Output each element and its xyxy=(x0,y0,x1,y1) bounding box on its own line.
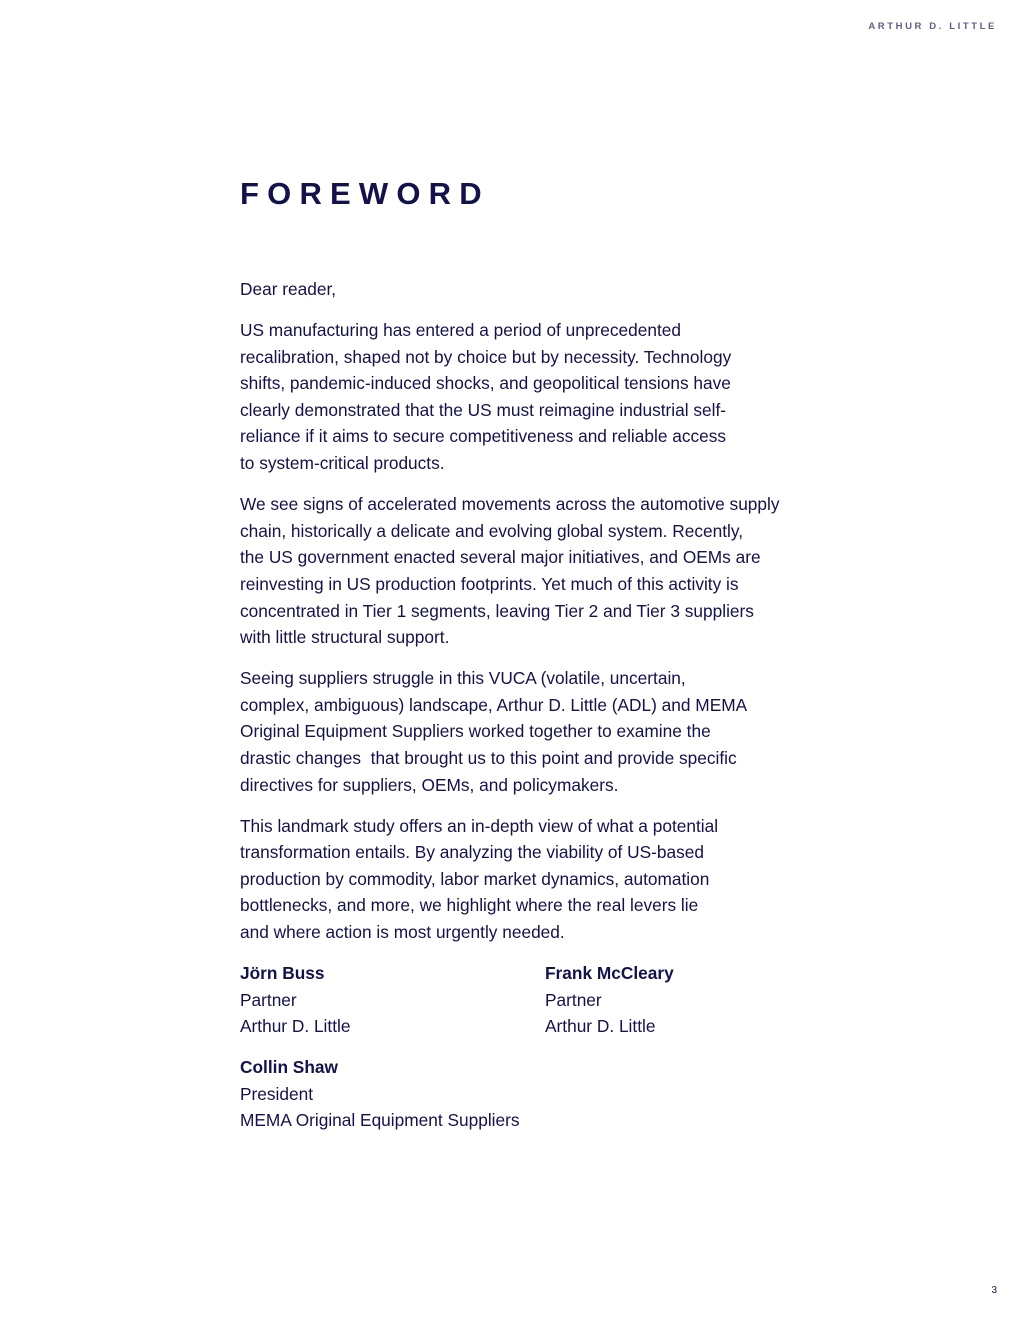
paragraph-line: to system-critical products. xyxy=(240,453,445,474)
signatory-role: President xyxy=(240,1083,314,1104)
paragraph-line: recalibration, shaped not by choice but by necessity. Technology xyxy=(240,346,732,367)
signatory-role: Partner xyxy=(240,989,297,1010)
paragraph-line: and where action is most urgently needed. xyxy=(240,922,565,943)
paragraph-line: shifts, pandemic-induced shocks, and geopolitical tensions have xyxy=(240,373,731,394)
paragraph xyxy=(240,491,850,651)
running-header: ARTHUR D. LITTLE xyxy=(868,21,997,32)
signatory xyxy=(545,960,850,1040)
signature-block xyxy=(240,960,850,1149)
signatory-name: Collin Shaw xyxy=(240,1057,338,1078)
signatory-organization: MEMA Original Equipment Suppliers xyxy=(240,1110,520,1131)
foreword-body xyxy=(240,276,850,960)
paragraph xyxy=(240,813,850,946)
paragraph-line: drastic changes that brought us to this point and provide specific xyxy=(240,748,737,768)
page-title: FOREWORD xyxy=(240,176,490,211)
paragraph-line: clearly demonstrated that the US must reimagine industrial self- xyxy=(240,399,727,420)
paragraph-line: This landmark study offers an in-depth view of what a potential xyxy=(240,815,719,836)
salutation: Dear reader, xyxy=(240,279,337,299)
signature-row xyxy=(240,960,850,1040)
paragraph-line: reliance if it aims to secure competitiveness and reliable access xyxy=(240,426,727,447)
paragraph-line: bottlenecks, and more, we highlight where the real levers lie xyxy=(240,895,699,916)
paragraph-line: production by commodity, labor market dynamics, automation xyxy=(240,868,710,889)
paragraph-line: transformation entails. By analyzing the viability of US-based xyxy=(240,842,704,863)
signatory xyxy=(240,1054,600,1134)
paragraph-line: Original Equipment Suppliers worked together to examine the xyxy=(240,721,711,742)
page-number: 3 xyxy=(991,1285,997,1296)
paragraph-line: We see signs of accelerated movements across the automotive supply xyxy=(240,494,780,515)
signatory-role: Partner xyxy=(545,989,602,1010)
signature-row xyxy=(240,1054,850,1134)
signatory-organization: Arthur D. Little xyxy=(240,1016,351,1037)
signatory-name: Frank McCleary xyxy=(545,963,674,983)
paragraph-line: complex, ambiguous) landscape, Arthur D. Little (ADL) and MEMA xyxy=(240,694,748,715)
paragraph-line: reinvesting in US production footprints. Yet much of this activity is xyxy=(240,573,739,594)
signatory-organization: Arthur D. Little xyxy=(545,1016,656,1037)
paragraph xyxy=(240,317,850,477)
signatory xyxy=(240,960,545,1040)
paragraph-line: the US government enacted several major initiatives, and OEMs are xyxy=(240,547,761,568)
paragraph-line: concentrated in Tier 1 segments, leaving Tier 2 and Tier 3 suppliers xyxy=(240,600,754,621)
paragraph-line: US manufacturing has entered a period of unprecedented xyxy=(240,320,681,341)
paragraph-line: Seeing suppliers struggle in this VUCA (volatile, uncertain, xyxy=(240,668,686,689)
paragraph-line: chain, historically a delicate and evolving global system. Recently, xyxy=(240,520,744,541)
signatory-name: Jörn Buss xyxy=(240,963,325,983)
paragraph-line: with little structural support. xyxy=(240,627,450,648)
paragraph-line: directives for suppliers, OEMs, and policymakers. xyxy=(240,774,619,795)
paragraph xyxy=(240,665,850,798)
